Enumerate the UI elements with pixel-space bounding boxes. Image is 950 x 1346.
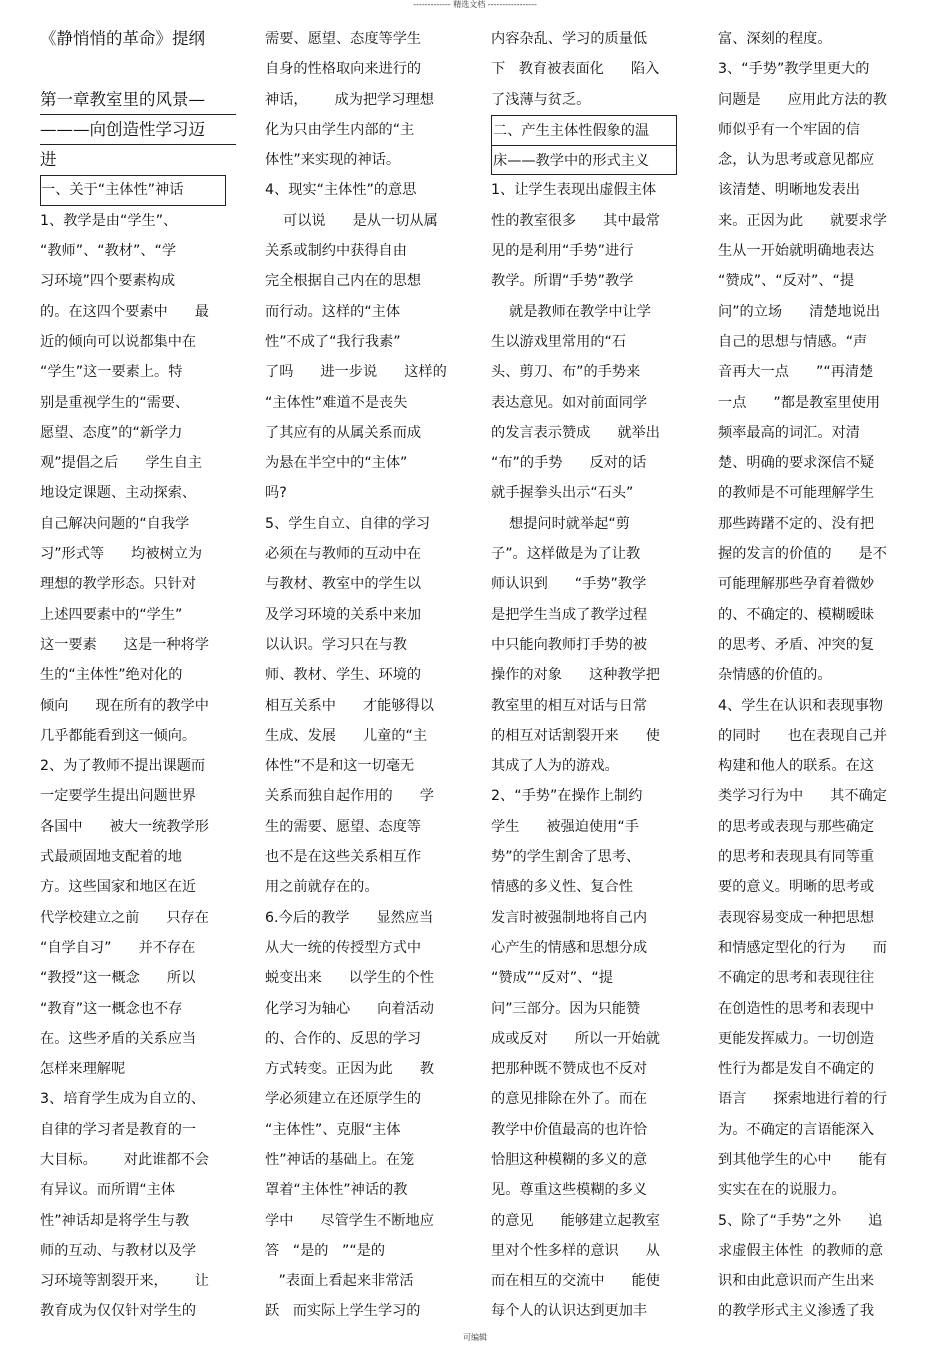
text-line: 体性”不是和这一切毫无 [265,758,415,775]
text-line: 可以说 是从一切从属 [265,212,438,229]
text-line: 各国中 被大一统教学形 [40,818,209,835]
text-line: “自学自习” 并不存在 [40,939,196,956]
text-line: 其成了人为的游戏。 [491,758,619,775]
text-line: 3、培育学生成为自立的、 [40,1091,206,1108]
text-line: 3、“手势”教学里更大的 [718,61,870,78]
text-line: 用之前就存在的。 [265,879,379,896]
text-line: 体性”来实现的神话。 [265,152,401,169]
page-header: ------------- 精选文档 ----------------- [413,0,537,9]
text-line: 观”提倡之后 学生自主 [40,455,203,472]
text-line: 为。不确定的言语能深入 [718,1121,875,1138]
text-line: 师认识到 “手势”教学 [491,576,647,593]
text-line: 操作的对象 这种教学把 [491,667,660,684]
text-line: 类学习行为中 其不确定 [718,788,887,805]
text-line: 到其他学生的心中 能有 [718,1151,887,1168]
text-line: 教室里的相互对话与日常 [491,697,648,714]
text-line: 生的“主体性”绝对化的 [40,667,183,684]
text-line: 在。这些矛盾的关系应当 [40,1030,197,1047]
text-line: 就手握拳头出示“石头” [491,485,634,502]
text-line: 进 [40,150,57,170]
text-line: “教育”这一概念也不存 [40,1000,183,1017]
text-line: 5、除了“手势”之外 追 [718,1212,883,1229]
text-line: 自己解决问题的“自我学 [40,515,190,532]
text-line: 在创造性的思考和表现中 [718,1000,875,1017]
text-line: 了吗 进一步说 这样的 [265,364,447,381]
text-line: 念，认为思考或意见都应 [718,152,875,169]
text-line: 心产生的情感和思想分成 [491,939,648,956]
text-line: 跃 而实际上学生学习的 [265,1303,421,1320]
text-line: 更能发挥威力。一切创造 [718,1030,875,1047]
text-line: 中只能向教师打手势的被 [491,636,648,653]
text-line: 是把学生当成了教学过程 [491,606,648,623]
text-line: “主体性”、克服“主体 [265,1121,401,1138]
text-line: 2、“手势”在操作上制约 [491,788,643,805]
text-line: ”表面上看起来非常活 [265,1273,414,1290]
text-line: 表达意见。如对前面同学 [491,394,648,411]
text-line: 地设定课题、主动探索、 [40,485,197,502]
text-line: 以认识。学习只在与教 [265,636,407,653]
text-line: 相互关系中 才能够得以 [265,697,434,714]
text-column-2 [265,24,455,1334]
text-line: 性”不成了“我行我素” [265,333,401,350]
text-line: 二、产生主体性假象的温 [491,115,677,145]
text-line: 方式转变。正因为此 教 [265,1061,434,1078]
text-line: “赞成”、“反对”、“提 [718,273,855,290]
text-line: 势”的学生割舍了思考、 [491,849,641,866]
text-line: 吗? [265,485,287,502]
text-line: 师的互动、与教材以及学 [40,1242,197,1259]
text-line: 头、剪刀、布”的手势来 [491,364,641,381]
text-line: “学生”这一要素上。特 [40,364,183,381]
text-line: 一定要学生提出问题世界 [40,788,197,805]
text-line: “赞成”“反对”、“提 [491,970,613,987]
text-line: 富、深刻的程度。 [718,31,832,47]
text-line: 2、为了教师不提出课题而 [40,758,206,775]
text-line: 而行动。这样的“主体 [265,303,401,320]
text-line [40,54,236,84]
text-line: 第一章教室里的风景— [40,85,236,115]
text-line: 情感的多义性、复合性 [491,879,633,896]
text-line: 罩着“主体性”神话的教 [265,1182,408,1199]
text-line: 学必须建立在还原学生的 [265,1091,422,1108]
text-line: 握的发言的价值的 是不 [718,546,887,563]
text-line: 学中 尽管学生不断地应 [265,1212,434,1229]
text-line: 把那种既不赞成也不反对 [491,1061,648,1078]
text-line: ———向创造性学习迈 [40,115,236,145]
text-line: 的思考、矛盾、冲突的复 [718,636,875,653]
text-line: 语言 探索地进行着的行 [718,1091,887,1108]
text-line: 构建和他人的联系。在这 [718,758,875,775]
text-line: 完全根据自己内在的思想 [265,273,422,290]
text-line: 有异议。而所谓“主体 [40,1182,176,1199]
text-line: 需要、愿望、态度等学生 [265,31,422,47]
text-line: 教学中价值最高的也许恰 [491,1121,648,1138]
text-line: 别是重视学生的“需要、 [40,394,190,411]
text-line: 就是教师在教学中让学 [491,303,651,320]
text-line: 的思考和表现具有同等重 [718,849,875,866]
text-line: 问题是 应用此方法的教 [718,91,887,108]
text-line: 了浅薄与贫乏。 [491,91,591,108]
text-line: 从大一统的传授型方式中 [265,939,422,956]
text-line: 师似乎有一个牢固的信 [718,121,860,138]
text-line: 这一要素 这是一种将学 [40,636,209,653]
text-line: 及学习环境的关系中来加 [265,606,422,623]
text-line: 的意见排除在外了。而在 [491,1091,648,1108]
text-line: 化为只由学生内部的“主 [265,121,415,138]
text-line: 生成、发展 儿童的“主 [265,727,428,744]
text-line: 理想的教学形态。只针对 [40,576,197,593]
text-line: 问”三部分。因为只能赞 [491,1000,641,1017]
text-line: 怎样来理解呢 [40,1061,126,1078]
text-line: 床——教学中的形式主义 [491,145,677,175]
text-line: 习环境”四个要素构成 [40,273,176,290]
text-line: 1、教学是由“学生”、 [40,212,178,229]
text-line: 性的教室很多 其中最常 [491,212,660,229]
text-line: 性行为都是发自不确定的 [718,1061,875,1078]
text-line: 自己的思想与情感。“声 [718,333,868,350]
text-line: 5、学生自立、自律的学习 [265,515,431,532]
text-line: 化学习为轴心 向着活动 [265,1000,434,1017]
text-line: 为悬在半空中的“主体” [265,455,408,472]
text-line: 一、关于“主体性”神话 [40,175,226,205]
text-line: 想提问时就举起“剪 [491,515,630,532]
text-line: 频率最高的词汇。对清 [718,424,860,441]
text-line: 的发言表示赞成 就举出 [491,424,660,441]
text-line: 求虚假主体性 的教师的意 [718,1242,884,1259]
text-line: 的意见 能够建立起教室 [491,1212,660,1229]
text-line: 可能理解那些孕育着微妙 [718,576,875,593]
text-line: 必须在与教师的互动中在 [265,546,422,563]
text-line: 的相互对话割裂开来 使 [491,727,660,744]
text-line: 成或反对 所以一开始就 [491,1030,660,1047]
text-line: 的、不确定的、模糊暧昧 [718,606,875,623]
text-line: 恰胆这种模糊的多义的意 [491,1151,648,1168]
text-line: “布”的手势 反对的话 [491,455,647,472]
text-line: 关系而独自起作用的 学 [265,788,434,805]
text-line: 杂情感的价值的。 [718,667,832,684]
text-line: 的。在这四个要素中 最 [40,303,209,320]
text-line: 楚、明确的要求深信不疑 [718,455,875,472]
text-line: 发言时被强制地将自己内 [491,909,648,926]
text-line: 见。尊重这些模糊的多义 [491,1182,648,1199]
text-line: 而在相互的交流中 能使 [491,1273,660,1290]
text-line: 自律的学习者是教育的一 [40,1121,197,1138]
text-line: 生的需要、愿望、态度等 [265,818,422,835]
text-line: 4、学生在认识和表现事物 [718,697,884,714]
text-line: 的教学形式主义渗透了我 [718,1303,875,1320]
page-footer: 可编辑 [463,1333,487,1342]
text-line: 表现容易变成一种把思想 [718,909,875,926]
text-line: 性”神话的基础上。在笼 [265,1151,415,1168]
text-column-4 [718,24,912,1334]
text-line: 教学。所谓“手势”教学 [491,273,634,290]
text-line: 1、让学生表现出虚假主体 [491,182,657,199]
text-line: “主体性”难道不是丧失 [265,394,408,411]
text-line: 蜕变出来 以学生的个性 [265,970,434,987]
text-line: 关系或制约中获得自由 [265,243,407,260]
text-line: 神话， 成为把学习理想 [265,91,434,108]
text-line: 愿望、态度”的“新学力 [40,424,183,441]
text-line: 的教师是不可能理解学生 [718,485,875,502]
text-line: 6.今后的教学 显然应当 [265,909,434,926]
text-line: 上述四要素中的“学生” [40,606,183,623]
text-line: 实实在在的说服力。 [718,1182,846,1199]
text-line: 师、教材、学生、环境的 [265,667,422,684]
text-line: 学生 被强迫使用“手 [491,818,639,835]
text-line: 了其应有的从属关系而成 [265,424,422,441]
text-line: 的同时 也在表现自己并 [718,727,887,744]
text-line: 习环境等割裂开来， 让 [40,1273,209,1290]
text-line: 来。正因为此 就要求学 [718,212,887,229]
text-line: 和情感定型化的行为 而 [718,939,887,956]
text-line: 子”。这样做是为了让教 [491,546,641,563]
text-line: 一点 ”都是教室里使用 [718,394,881,411]
text-line: 式最顽固地支配着的地 [40,849,182,866]
text-line: 的思考或表现与那些确定 [718,818,875,835]
text-line: “教授”这一概念 所以 [40,970,196,987]
text-line: 生从一开始就明确地表达 [718,243,875,260]
text-line: 见的是利用“手势”进行 [491,243,634,260]
text-line: 代学校建立之前 只存在 [40,909,209,926]
text-line: 的、合作的、反思的学习 [265,1030,422,1047]
text-line: 不确定的思考和表现往往 [718,970,875,987]
text-line: 下 教育被表面化 陷入 [491,61,660,78]
text-line: 要的意义。明晰的思考或 [718,879,875,896]
text-line: 音再大一点 ”“再清楚 [718,364,874,381]
text-line: 也不是在这些关系相互作 [265,849,422,866]
text-line: 里对个性多样的意识 从 [491,1242,660,1259]
text-line: 每个人的认识达到更加丰 [491,1303,648,1320]
text-line: “教师”、“教材”、“学 [40,243,177,260]
text-line: 答 “是的 ”“是的 [265,1242,386,1259]
text-line: 该清楚、明晰地发表出 [718,182,860,199]
text-line: 性”神话却是将学生与教 [40,1212,190,1229]
text-line: 识和由此意识而产生出来 [718,1273,875,1290]
text-line: 几乎都能看到这一倾向。 [40,727,197,744]
text-line: 内容杂乱、学习的质量低 [491,31,648,47]
text-column-1 [40,24,236,1334]
text-line: 4、现实“主体性”的意思 [265,182,417,199]
text-line: 与教材、教室中的学生以 [265,576,422,593]
text-line: 教育成为仅仅针对学生的 [40,1303,197,1320]
text-line: 生以游戏里常用的“石 [491,333,627,350]
text-line: 方。这些国家和地区在近 [40,879,197,896]
text-line: 自身的性格取向来进行的 [265,61,422,78]
text-line: 大目标。 对此谁都不会 [40,1151,209,1168]
text-line: 近的倾向可以说都集中在 [40,333,197,350]
text-line: 《静悄悄的革命》提纲 [40,29,205,48]
text-column-3 [491,24,683,1334]
text-line: 倾向 现在所有的教学中 [40,697,209,714]
text-line: 习”形式等 均被树立为 [40,546,203,563]
text-line: 那些踌躇不定的、没有把 [718,515,875,532]
text-line: 问”的立场 清楚地说出 [718,303,881,320]
